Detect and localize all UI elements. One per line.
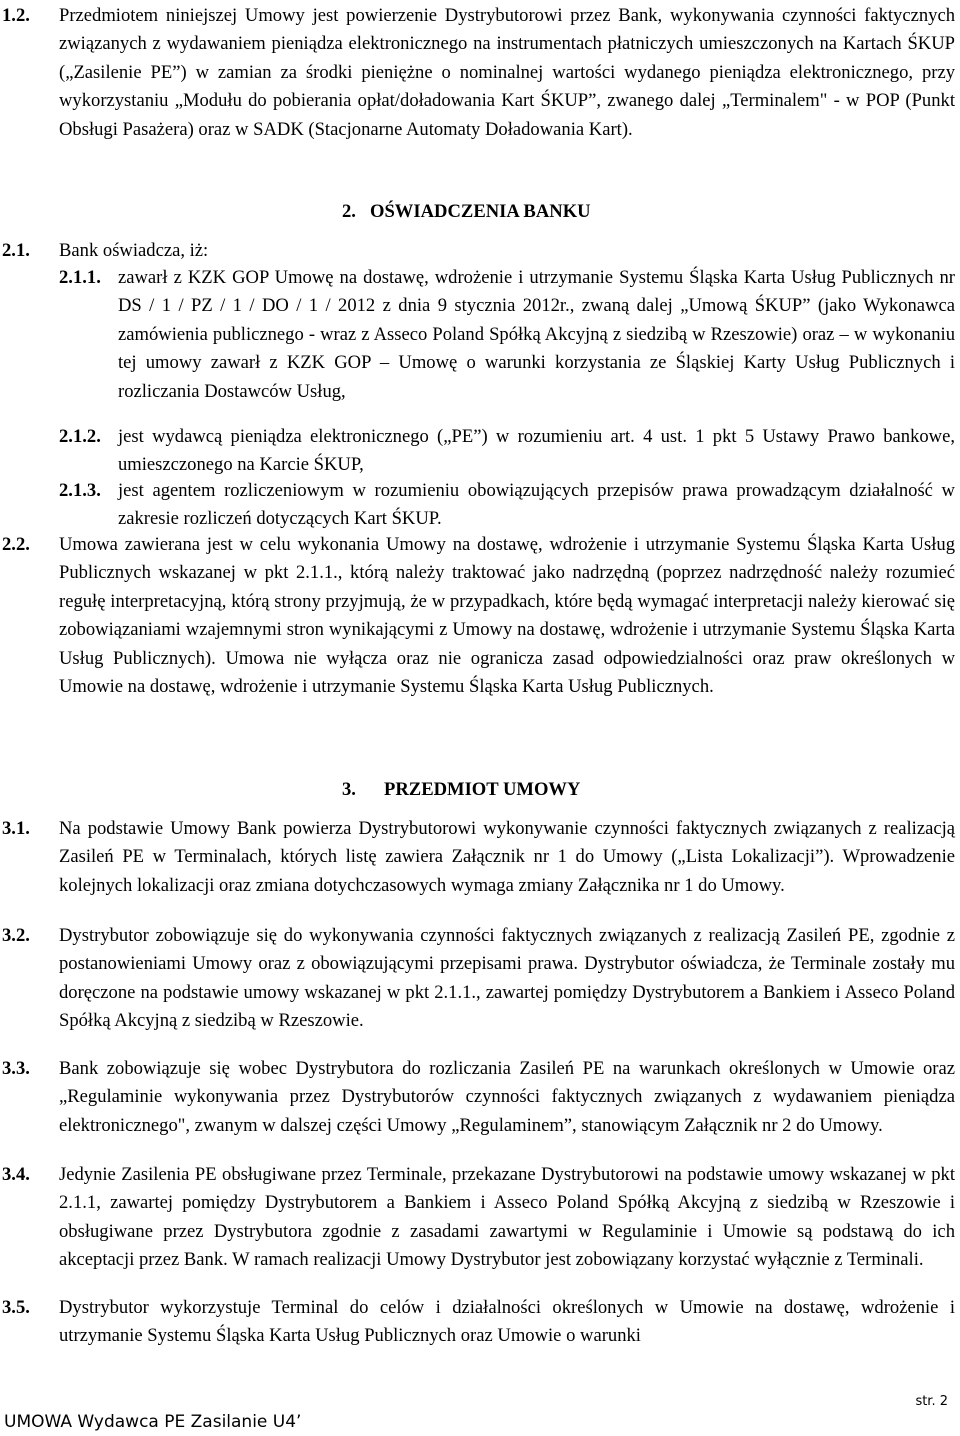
subsection-number: 2.1.3. [59,480,101,501]
footer-title: UMOWA Wydawca PE Zasilanie U4’ [4,1412,302,1432]
section-text: Przedmiotem niniejszej Umowy jest powierzenie Dystrybutorowi przez Bank, wykonywania czynności faktycznych związanych z wydawaniem pieniądza elektronicznego na instrumentach płatniczych umieszczonych na Kartach ŚKUP („Zasilenie PE”) w zamian za środki pieniężne o nominalnej wartości wydanego pieniądza elektronicznego, przy wykorzystaniu „Modułu do pobierania opłat/doładowania Kart ŚKUP”, zwanego dalej „Terminalem" - w POP (Punkt Obsługi Pasażera) oraz w SADK (Stacjonarne Automaty Doładowania Kart). [59,5,955,140]
heading-title: PRZEDMIOT UMOWY [384,779,581,800]
heading-number: 3. [342,779,356,800]
section-number: 1.2. [2,5,30,26]
section-number: 3.5. [2,1297,30,1318]
section-text: Umowa zawierana jest w celu wykonania Umowy na dostawę, wdrożenie i utrzymanie Systemu Śląska Karta Usług Publicznych wskazanej w pkt 2.1.1., którą należy traktować jako nadrzędną (poprzez nadrzędność należy rozumieć regułę interpretacyjną, którą strony przyjmują, że w przypadkach, które będą wymagać interpretacji należy kierować się zobowiązaniami wzajemnymi stron wynikającymi z Umowy na dostawę, wdrożenie i utrzymanie Systemu Śląska Karta Usług Publicznych). Umowa nie wyłącza oraz nie ogranicza zasad odpowiedzialności oraz praw określonych w Umowie na dostawę, wdrożenie i utrzymanie Systemu Śląska Karta Usług Publicznych. [59,534,955,698]
section-number: 2.1. [2,240,30,261]
subsection-number: 2.1.2. [59,426,101,447]
subsection-text: zawarł z KZK GOP Umowę na dostawę, wdrożenie i utrzymanie Systemu Śląska Karta Usług Publicznych nr DS / 1 / PZ / 1 / DO / 1 / 2012 z dnia 9 stycznia 2012r., zwaną dalej „Umową ŚKUP” (jako Wykonawca zamówienia publicznego - wraz z Asseco Poland Spółką Akcyjną z siedzibą w Rzeszowie) oraz – w wykonaniu tej umowy zawarł z KZK GOP – Umowę o warunki korzystania ze Śląskiej Karty Usług Publicznych i rozliczania Dostawców Usług, [118,267,955,402]
section-text: Bank zobowiązuje się wobec Dystrybutora do rozliczania Zasileń PE na warunkach określonych w Umowie oraz „Regulaminie wykonywania przez Dystrybutorów czynności faktycznych związanych z wydawaniem pieniądza elektronicznego", zwanym w dalszej części Umowy „Regulaminem”, stanowiącym Załącznik nr 2 do Umowy. [59,1058,955,1136]
section-text: Jedynie Zasilenia PE obsługiwane przez Terminale, przekazane Dystrybutorowi na podstawie umowy wskazanej w pkt 2.1.1, zawartej pomiędzy Dystrybutorem a Bankiem i Asseco Poland Spółką Akcyjną z siedzibą w Rzeszowie i obsługiwane przez Dystrybutora zgodnie z zasadami zawartymi w Regulaminie i Umowie są podstawą do ich akceptacji przez Bank. W ramach realizacji Umowy Dystrybutor jest zobowiązany korzystać wyłącznie z Terminali. [59,1164,955,1271]
section-text: Dystrybutor wykorzystuje Terminal do celów i działalności określonych w Umowie na dostawę, wdrożenie i utrzymanie Systemu Śląska Karta Usług Publicznych oraz Umowie o warunki [59,1297,955,1347]
section-number: 3.4. [2,1164,30,1185]
page-number: str. 2 [915,1394,948,1409]
section-number: 2.2. [2,534,30,555]
subsection-text: jest wydawcą pieniądza elektronicznego („PE”) w rozumieniu art. 4 ust. 1 pkt 5 Ustawy Prawo bankowe, umieszczonego na Karcie ŚKUP, [118,426,955,476]
subsection-text: jest agentem rozliczeniowym w rozumieniu obowiązujących przepisów prawa prowadzącym działalność w zakresie rozliczeń dotyczących Kart ŚKUP. [118,480,955,530]
heading-title: OŚWIADCZENIA BANKU [370,201,591,222]
section-text: Na podstawie Umowy Bank powierza Dystrybutorowi wykonywanie czynności faktycznych związanych z realizacją Zasileń PE w Terminalach, których listę zawiera Załącznik nr 1 do Umowy („Lista Lokalizacji”). Wprowadzenie kolejnych lokalizacji oraz zmiana dotychczasowych wymaga zmiany Załącznika nr 1 do Umowy. [59,818,955,896]
heading-number: 2. [342,201,356,222]
section-number: 3.2. [2,925,30,946]
section-text: Dystrybutor zobowiązuje się do wykonywania czynności faktycznych związanych z realizacją Zasileń PE, zgodnie z postanowieniami Umowy oraz z obowiązującymi przepisami prawa. Dystrybutor oświadcza, że Terminale zostały mu doręczone na podstawie umowy wskazanej w pkt 2.1.1., zawartej pomiędzy Dystrybutorem a Bankiem i Asseco Poland Spółką Akcyjną z siedzibą w Rzeszowie. [59,925,955,1032]
section-text: Bank oświadcza, iż: [59,240,209,261]
subsection-number: 2.1.1. [59,267,101,288]
section-number: 3.3. [2,1058,30,1079]
section-number: 3.1. [2,818,30,839]
